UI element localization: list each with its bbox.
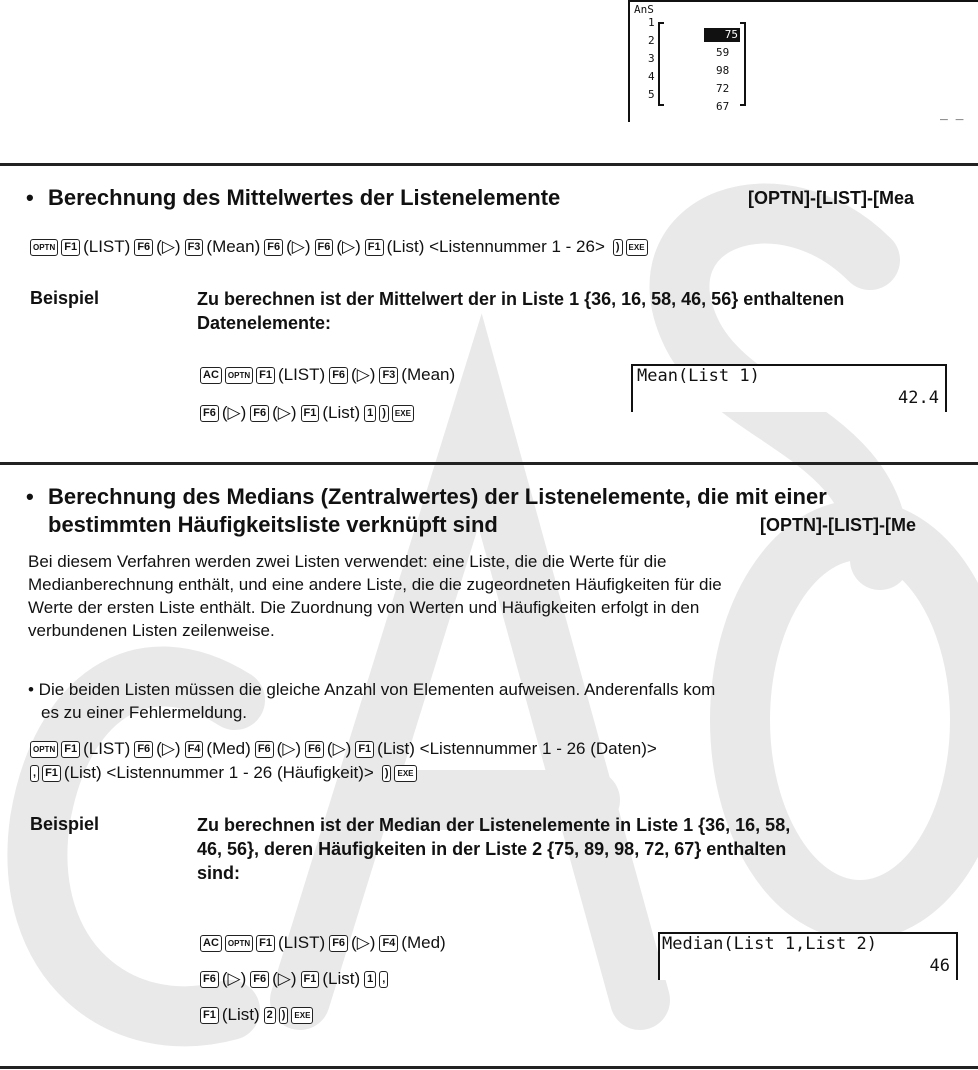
matrix-left-bracket (658, 22, 664, 106)
f3-key-icon: F3 (185, 239, 204, 256)
f6-key-icon: F6 (329, 935, 348, 952)
section2-syntax-line1: OPTN F1 (LIST) F6 (▷) F4 (Med) F6 (▷) F6 (▷) F1 (List) <Listennummer 1 - 26 (Daten)> (30, 738, 661, 760)
matrix-index-1: 1 (648, 16, 655, 29)
matrix-cell-2: 59 (716, 46, 730, 59)
matrix-right-bracket (740, 22, 746, 106)
section2-paragraph: Bei diesem Verfahren werden zwei Listen verwendet: eine Liste, die die Werte für die Medianberechnung enthält, und eine andere Liste, die die zugeordneten Häufigkeiten für die Werte der ersten Liste enthält. Die Zuordnung von Werten und Häufigkeiten erfolgt in den verbundenen Listen zeilenweise. (28, 552, 722, 640)
f6-key-icon: F6 (250, 405, 269, 422)
exe-key-icon: EXE (291, 1007, 313, 1024)
section2-heading: • Berechnung des Medians (Zentralwertes) der Listenelemente, die mit einer (26, 484, 827, 509)
section2-example-text: Zu berechnen ist der Median der Listenelemente in Liste 1 {36, 16, 58, 46, 56}, deren Häufigkeiten in der Liste 2 {75, 89, 98, 72, 67} enthalten sind: (197, 815, 791, 883)
screen-expression: Median(List 1,List 2) (662, 934, 877, 954)
exe-key-icon: EXE (392, 405, 414, 422)
section1-calc-screen (631, 364, 947, 412)
matrix-cell-selected: 75 (704, 28, 740, 42)
optn-key-icon: OPTN (30, 741, 58, 758)
f1-key-icon: F1 (301, 405, 320, 422)
exe-key-icon: EXE (394, 765, 416, 782)
f3-key-icon: F3 (379, 367, 398, 384)
matrix-cell-3: 98 (716, 64, 730, 77)
section2-heading-line2: bestimmten Häufigkeitsliste verknüpft sind (48, 512, 498, 537)
matrix-index-4: 4 (648, 70, 655, 83)
close-paren-key-icon: ) (379, 405, 389, 422)
comma-key-icon: , (379, 971, 388, 988)
section1-example-text: Zu berechnen ist der Mittelwert der in Liste 1 {36, 16, 58, 46, 56} enthaltenen Datenelemente: (197, 289, 845, 333)
section-divider (0, 462, 978, 465)
close-paren-key-icon: ) (613, 239, 623, 256)
optn-key-icon: OPTN (225, 935, 253, 952)
two-key-icon: 2 (264, 1007, 276, 1024)
matrix-index-5: 5 (648, 88, 655, 101)
section2-calc-screen (658, 932, 958, 980)
f4-key-icon: F4 (185, 741, 204, 758)
matrix-index-2: 2 (648, 34, 655, 47)
f6-key-icon: F6 (329, 367, 348, 384)
matrix-title: AnS (634, 3, 654, 16)
f6-key-icon: F6 (305, 741, 324, 758)
f1-key-icon: F1 (42, 765, 61, 782)
section2-keys-line1: AC OPTN F1 (LIST) F6 (▷) F4 (Med) (200, 932, 450, 954)
section2-note: • Die beiden Listen müssen die gleiche Anzahl von Elementen aufweisen. Anderenfalls kom es zu einer Fehlermeldung. (28, 680, 716, 722)
section-divider (0, 163, 978, 166)
one-key-icon: 1 (364, 971, 376, 988)
section2-example-label: Beispiel (30, 814, 100, 834)
f6-key-icon: F6 (250, 971, 269, 988)
comma-key-icon: , (30, 765, 39, 782)
f1-key-icon: F1 (365, 239, 384, 256)
section2-syntax-line2: , F1 (List) <Listennummer 1 - 26 (Häufigkeit)> ) EXE (30, 762, 420, 784)
matrix-cell-5: 67 (716, 100, 730, 113)
section1-syntax: OPTN F1 (LIST) F6 (▷) F3 (Mean) F6 (▷) F6 (▷) F1 (List) <Listennummer 1 - 26> ) EXE (30, 236, 651, 258)
f1-key-icon: F1 (200, 1007, 219, 1024)
section1-menu-path: [OPTN]-[LIST]-[Mea (748, 188, 914, 208)
f6-key-icon: F6 (264, 239, 283, 256)
screen-expression: Mean(List 1) (637, 366, 760, 386)
screen-result: 42.4 (898, 388, 939, 408)
f6-key-icon: F6 (255, 741, 274, 758)
exe-key-icon: EXE (626, 239, 648, 256)
one-key-icon: 1 (364, 405, 376, 422)
matrix-cell-4: 72 (716, 82, 730, 95)
f1-key-icon: F1 (256, 935, 275, 952)
section1-keys-line2: F6 (▷) F6 (▷) F1 (List) 1 ) EXE (200, 402, 417, 424)
f1-key-icon: F1 (256, 367, 275, 384)
matrix-index-3: 3 (648, 52, 655, 65)
f6-key-icon: F6 (315, 239, 334, 256)
f4-key-icon: F4 (379, 935, 398, 952)
f1-key-icon: F1 (61, 741, 80, 758)
f1-key-icon: F1 (355, 741, 374, 758)
f1-key-icon: F1 (301, 971, 320, 988)
f1-key-icon: F1 (61, 239, 80, 256)
close-paren-key-icon: ) (279, 1007, 289, 1024)
f6-key-icon: F6 (200, 971, 219, 988)
f6-key-icon: F6 (134, 741, 153, 758)
screen-result: 46 (929, 956, 950, 976)
section1-example-label: Beispiel (30, 288, 100, 308)
optn-key-icon: OPTN (30, 239, 58, 256)
ac-key-icon: AC (200, 935, 222, 952)
section2-keys-line2: F6 (▷) F6 (▷) F1 (List) 1 , (200, 968, 391, 990)
section2-keys-line3: F1 (List) 2 ) EXE (200, 1004, 316, 1026)
optn-key-icon: OPTN (225, 367, 253, 384)
bullet-icon: • (26, 484, 34, 509)
f6-key-icon: F6 (200, 405, 219, 422)
section1-keys-line1: AC OPTN F1 (LIST) F6 (▷) F3 (Mean) (200, 364, 459, 386)
close-paren-key-icon: ) (382, 765, 392, 782)
matrix-screen (628, 0, 978, 122)
section-divider (0, 1066, 978, 1069)
section1-heading: • Berechnung des Mittelwertes der Listenelemente (26, 185, 561, 210)
ac-key-icon: AC (200, 367, 222, 384)
bullet-icon: • (26, 185, 34, 210)
f6-key-icon: F6 (134, 239, 153, 256)
section2-menu-path: [OPTN]-[LIST]-[Me (760, 515, 916, 535)
matrix-cursor: _ _ (940, 106, 964, 121)
